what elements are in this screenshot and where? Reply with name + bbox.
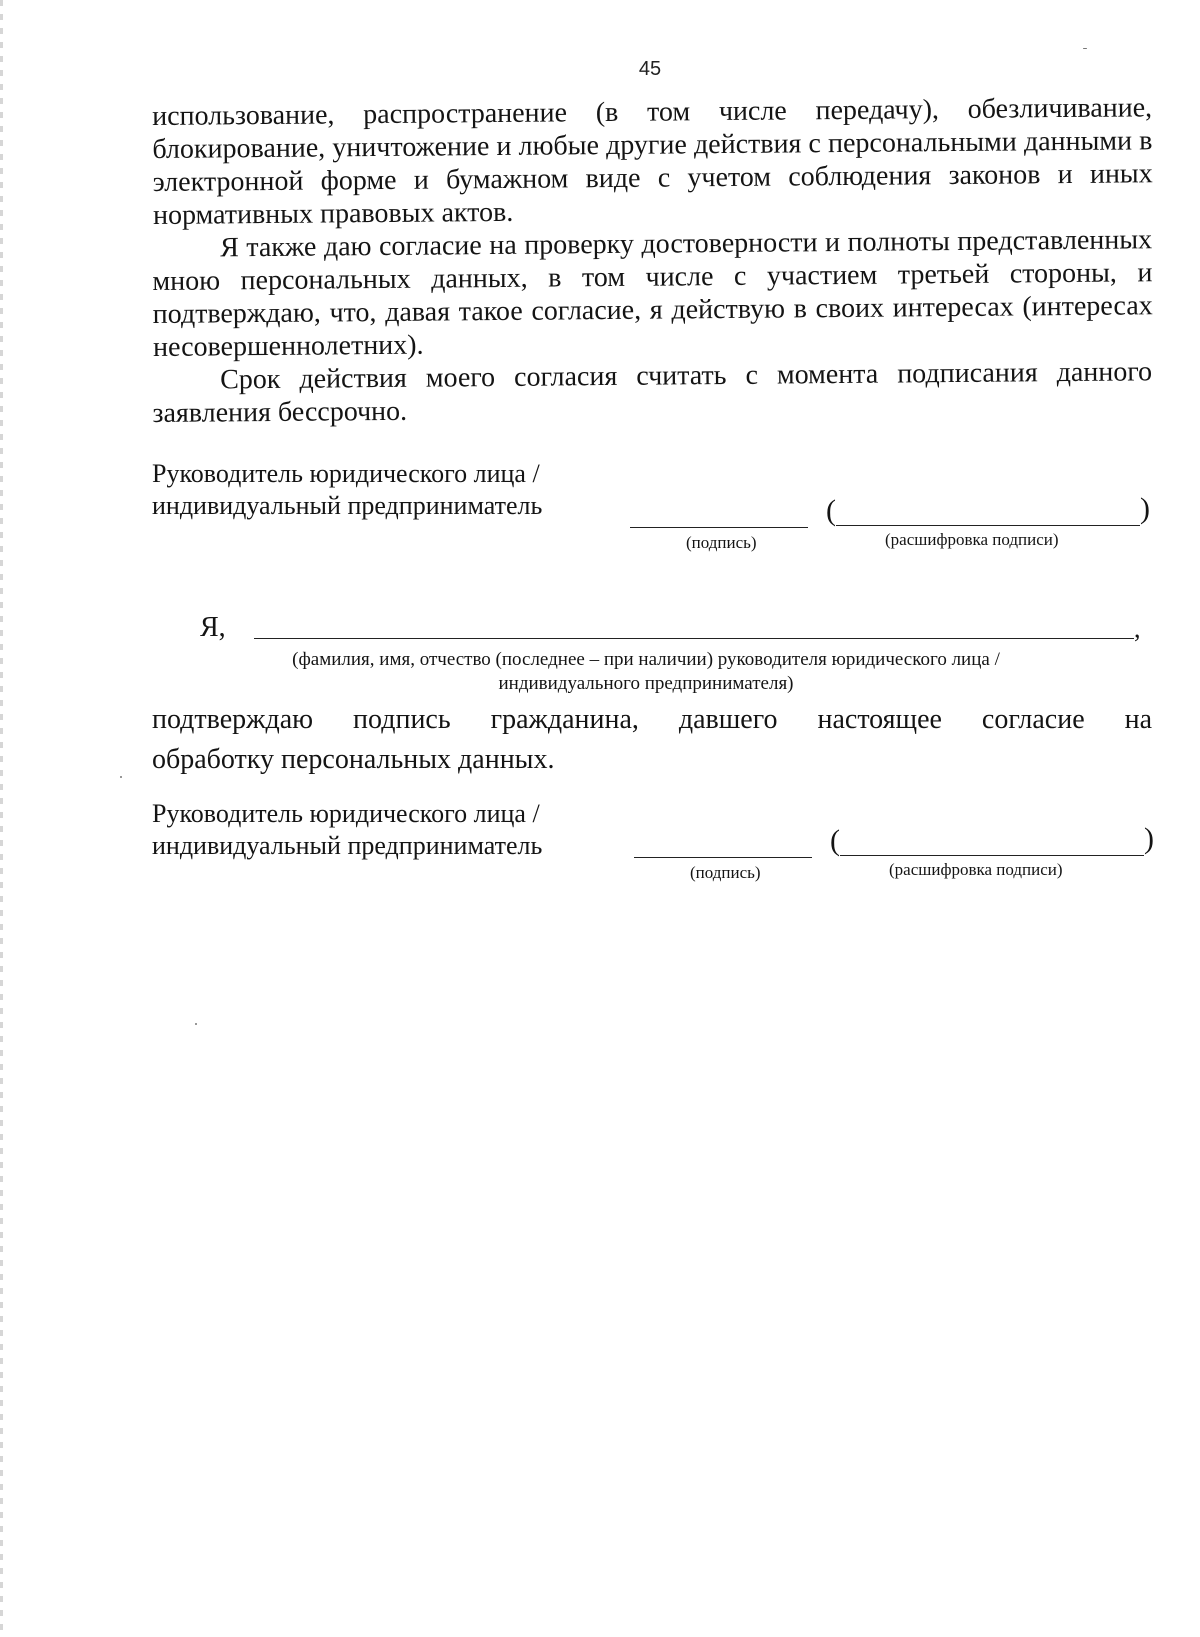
signature-block-1-label-line1: Руководитель юридического лица /: [152, 459, 540, 488]
signature-block-2-close-paren: ): [1144, 822, 1154, 855]
signature-block-1-open-paren: (: [826, 494, 836, 527]
signature-block-2-signature-line[interactable]: [634, 857, 812, 858]
page-number: 45: [638, 58, 662, 80]
scan-speck: [1083, 48, 1087, 49]
confirmation-text-line2: обработку персональных данных.: [152, 744, 555, 775]
signature-block-2-label-line1: Руководитель юридического лица /: [152, 799, 540, 828]
signature-block-2-decode-line[interactable]: [840, 855, 1144, 856]
signature-block-2-label-line2: индивидуальный предприниматель: [152, 831, 543, 860]
paragraph-verification-consent: Я также даю согласие на проверку достоверности и полноты представленных мною персональных данных, в том числе с участием третьей стороны, и подтверждаю, что, давая такое согласие, я действую в своих интересах (интересах несовершеннолетних).: [152, 224, 1153, 363]
signature-block-2-signature-caption: (подпись): [690, 863, 761, 882]
confirmation-name-caption-line2: индивидуального предпринимателя): [498, 673, 794, 694]
signature-block-2-open-paren: (: [830, 824, 840, 857]
confirmation-comma: ,: [1134, 614, 1141, 643]
confirmation-text-line1: подтверждаю подпись гражданина, давшего настоящее согласие на: [152, 704, 1152, 735]
signature-block-2-decode-caption: (расшифровка подписи): [889, 860, 1063, 879]
confirmation-name-caption: [196, 648, 1096, 696]
confirmation-ya: Я,: [200, 612, 226, 643]
signature-block-1-label: [152, 458, 542, 522]
signature-block-1-signature-line[interactable]: [630, 527, 808, 528]
scan-edge-artifact: [0, 0, 3, 1637]
signature-block-1-decode-line[interactable]: [836, 525, 1140, 526]
signature-block-1-label-line2: индивидуальный предприниматель: [152, 491, 543, 520]
scan-speck: [195, 1023, 197, 1025]
paragraph-validity-period: Срок действия моего согласия считать с момента подписания данного заявления бессрочно.: [152, 356, 1153, 429]
confirmation-name-line[interactable]: [254, 638, 1134, 639]
scan-speck: [120, 776, 122, 778]
signature-block-1-decode-caption: (расшифровка подписи): [885, 530, 1059, 549]
paragraph-consent-actions: использование, распространение (в том числе передачу), обезличивание, блокирование, уничтожение и любые другие действия с персональными данными в электронной форме и бумажном виде с учетом соблюдения законов и иных нормативных правовых актов.: [152, 92, 1153, 231]
signature-block-1-close-paren: ): [1140, 492, 1150, 525]
signature-block-1-signature-caption: (подпись): [686, 533, 757, 552]
confirmation-name-caption-line1: (фамилия, имя, отчество (последнее – при наличии) руководителя юридического лица /: [292, 649, 1000, 670]
signature-block-2-label: [152, 798, 542, 862]
